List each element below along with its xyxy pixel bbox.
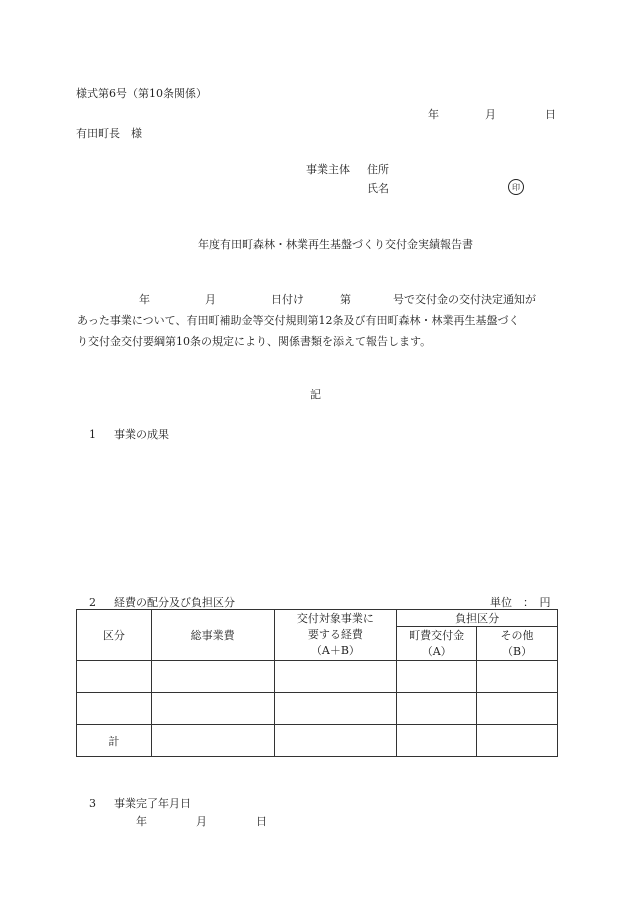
section-1-number: 1	[89, 428, 96, 441]
header-town-grant-label: 町費交付金	[409, 628, 465, 642]
table-cell[interactable]	[77, 693, 152, 725]
table-cell[interactable]	[477, 725, 558, 757]
table-cell[interactable]	[397, 725, 477, 757]
table-cell[interactable]	[274, 693, 397, 725]
header-eligible-line-2: 要する経費	[307, 628, 363, 641]
expense-table	[76, 609, 558, 757]
header-eligible-line-1: 交付対象事業に	[296, 612, 374, 625]
body-line-3: り交付金交付要綱第10条の規定により、関係書類を添えて報告します。	[77, 335, 432, 348]
header-burden: 負担区分	[397, 610, 558, 627]
section-2-heading	[89, 594, 235, 610]
date-day-label: 日	[545, 108, 556, 121]
document-title: 年度有田町森林・林業再生基盤づくり交付金実績報告書	[198, 238, 473, 251]
completion-day-label: 日	[256, 815, 267, 828]
completion-month-label: 月	[196, 815, 207, 828]
body-line-1: 年 月 日付け 第 号で交付金の交付決定通知が	[139, 293, 536, 306]
unit-label: 単位 ： 円	[490, 596, 551, 609]
section-2-number: 2	[89, 596, 96, 609]
addressee: 有田町長 様	[76, 127, 142, 140]
applicant-label: 事業主体	[306, 163, 350, 176]
form-number: 様式第6号（第10条関係）	[76, 87, 207, 100]
header-other-code: （B）	[502, 644, 533, 658]
table-cell[interactable]	[274, 725, 397, 757]
header-category: 区分	[77, 610, 152, 661]
table-row	[77, 693, 558, 725]
header-other	[477, 627, 558, 661]
date-year-label: 年	[428, 108, 439, 121]
header-eligible-line-3: （A＋B）	[310, 644, 360, 657]
table-cell[interactable]	[397, 693, 477, 725]
table-cell[interactable]	[477, 661, 558, 693]
section-1-title: 事業の成果	[114, 428, 169, 441]
header-town-grant	[397, 627, 477, 661]
table-cell[interactable]	[151, 693, 274, 725]
table-total-row	[77, 725, 558, 757]
table-cell[interactable]	[151, 725, 274, 757]
ki-heading: 記	[310, 388, 321, 401]
seal-icon: 印	[508, 179, 524, 195]
section-3-number: 3	[89, 797, 96, 810]
table-cell[interactable]	[77, 661, 152, 693]
table-cell[interactable]	[477, 693, 558, 725]
address-label: 住所	[367, 163, 389, 176]
body-paragraph	[77, 289, 560, 352]
section-3-heading	[89, 795, 191, 811]
header-eligible-cost	[274, 610, 397, 661]
total-row-label: 計	[77, 725, 152, 757]
section-1-heading	[89, 426, 169, 442]
section-3-title: 事業完了年月日	[114, 797, 191, 810]
header-total-cost: 総事業費	[151, 610, 274, 661]
header-other-label: その他	[500, 628, 534, 642]
header-town-grant-code: （A）	[421, 644, 452, 658]
name-label: 氏名	[367, 182, 389, 195]
table-cell[interactable]	[151, 661, 274, 693]
table-row	[77, 661, 558, 693]
table-cell[interactable]	[397, 661, 477, 693]
body-line-2: あった事業について、有田町補助金等交付規則第12条及び有田町森林・林業再生基盤づく	[77, 314, 520, 327]
table-cell[interactable]	[274, 661, 397, 693]
completion-year-label: 年	[136, 815, 147, 828]
date-month-label: 月	[485, 108, 496, 121]
section-2-title: 経費の配分及び負担区分	[114, 596, 235, 609]
